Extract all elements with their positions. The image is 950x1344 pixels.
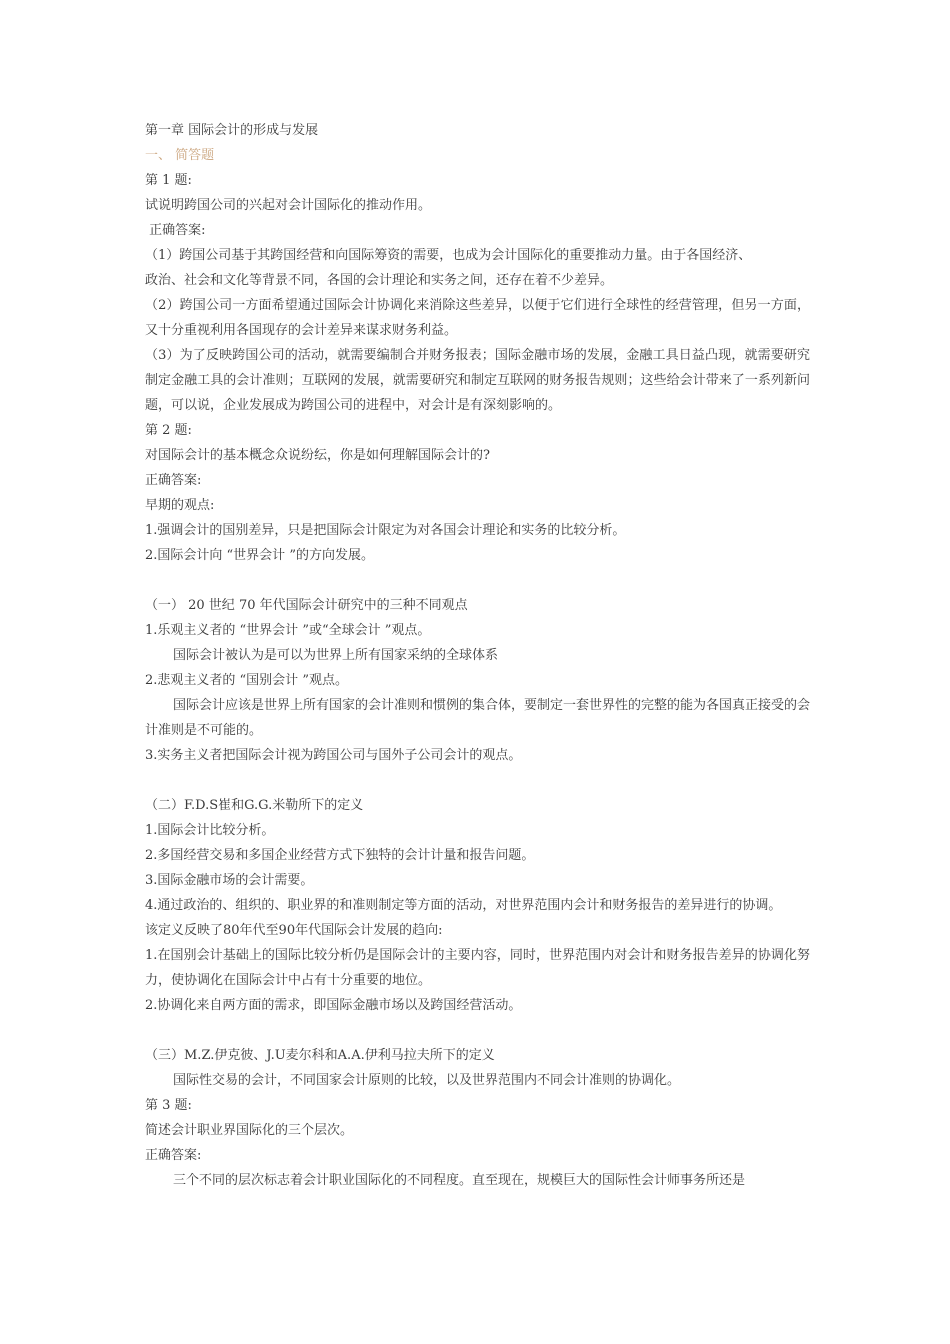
q3-question: 简述会计职业界国际化的三个层次。 — [145, 1123, 354, 1138]
q1-paragraph-3: （3）为了反映跨国公司的活动，就需要编制合并财务报表；国际金融市场的发展，金融工具日益凸现，就需要研究制定金融工具的会计准则；互联网的发展，就需要研究和制定互联网的财务报告规则；这些给会计带来了一系列新问题，可以说，企业发展成为跨国公司的进程中，对会计是有深刻影响的。 — [145, 348, 810, 413]
q1-answer-label: 正确答案: — [145, 223, 206, 238]
section-title: 简答题 — [175, 148, 215, 163]
q2-subsection-1-item-2-detail: 国际会计应该是世界上所有国家的会计准则和惯例的集合体，要制定一套世界性的完整的能为各国真正接受的会计准则是不可能的。 — [145, 698, 811, 738]
q2-subsection-2-item-3: 3.国际金融市场的会计需要。 — [145, 873, 314, 888]
q2-early-item-2: 2.国际会计向 “世界会计 ”的方向发展。 — [145, 548, 374, 563]
q2-subsection-2-item-4: 4.通过政治的、组织的、职业界的和准则制定等方面的活动，对世界范围内会计和财务报告的差异进行的协调。 — [145, 898, 782, 913]
q2-subsection-2-item-2: 2.多国经营交易和多国企业经营方式下独特的会计计量和报告问题。 — [145, 848, 535, 863]
chapter-title: 第一章 国际会计的形成与发展 — [145, 123, 319, 138]
q1-paragraph-2: （2）跨国公司一方面希望通过国际会计协调化来消除这些差异，以便于它们进行全球性的经营管理，但另一方面，又十分重视利用各国现存的会计差异来谋求财务利益。 — [145, 298, 810, 338]
q2-subsection-1-item-3: 3.实务主义者把国际会计视为跨国公司与国外子公司会计的观点。 — [145, 748, 522, 763]
q2-answer-label: 正确答案: — [145, 473, 202, 488]
spacer — [145, 1018, 810, 1043]
q2-subsection-1-item-1: 1.乐观主义者的 “世界会计 ”或“全球会计 ”观点。 — [145, 623, 431, 638]
q2-early-title: 早期的观点: — [145, 498, 215, 513]
spacer — [145, 568, 810, 593]
q2-subsection-2-trend-2: 2.协调化来自两方面的需求，即国际金融市场以及跨国经营活动。 — [145, 998, 522, 1013]
q2-subsection-1-item-2: 2.悲观主义者的 “国别会计 ”观点。 — [145, 673, 348, 688]
document-page — [145, 118, 810, 1193]
section-heading — [145, 143, 810, 168]
q1-question: 试说明跨国公司的兴起对会计国际化的推动作用。 — [145, 198, 432, 213]
q2-subsection-2-trend-title: 该定义反映了80年代至90年代国际会计发展的趋向: — [145, 923, 443, 938]
q2-subsection-1-item-1-detail: 国际会计被认为是可以为世界上所有国家采纳的全球体系 — [173, 648, 499, 663]
q2-subsection-2-item-1: 1.国际会计比较分析。 — [145, 823, 275, 838]
section-marker: 一、 — [145, 148, 172, 163]
q2-subsection-3-title: （三）M.Z.伊克彼、J.U麦尔科和A.A.伊利马拉夫所下的定义 — [145, 1048, 495, 1063]
q2-subsection-2-title: （二）F.D.S崔和G.G.米勒所下的定义 — [145, 798, 364, 813]
q2-question: 对国际会计的基本概念众说纷纭，你是如何理解国际会计的? — [145, 448, 490, 463]
q1-paragraph-1-line-2: 政治、社会和文化等背景不同，各国的会计理论和实务之间，还存在着不少差异。 — [145, 273, 614, 288]
q2-early-item-1: 1.强调会计的国别差异，只是把国际会计限定为对各国会计理论和实务的比较分析。 — [145, 523, 626, 538]
spacer — [145, 768, 810, 793]
q2-label: 第 2 题: — [145, 423, 192, 438]
q3-label: 第 3 题: — [145, 1098, 192, 1113]
q1-label: 第 1 题: — [145, 173, 192, 188]
q3-paragraph-1: 三个不同的层次标志着会计职业国际化的不同程度。直至现在，规模巨大的国际性会计师事务所还是 — [173, 1173, 746, 1188]
q2-subsection-2-trend-1: 1.在国别会计基础上的国际比较分析仍是国际会计的主要内容，同时，世界范围内对会计和财务报告差异的协调化努力，使协调化在国际会计中占有十分重要的地位。 — [145, 948, 810, 988]
q2-subsection-3-detail: 国际性交易的会计，不同国家会计原则的比较，以及世界范围内不同会计准则的协调化。 — [173, 1073, 681, 1088]
q1-paragraph-1-line-1: （1）跨国公司基于其跨国经营和向国际筹资的需要，也成为会计国际化的重要推动力量。由于各国经济、 — [145, 248, 752, 263]
q3-answer-label: 正确答案: — [145, 1148, 202, 1163]
q2-subsection-1-title: （一） 20 世纪 70 年代国际会计研究中的三种不同观点 — [145, 598, 468, 613]
